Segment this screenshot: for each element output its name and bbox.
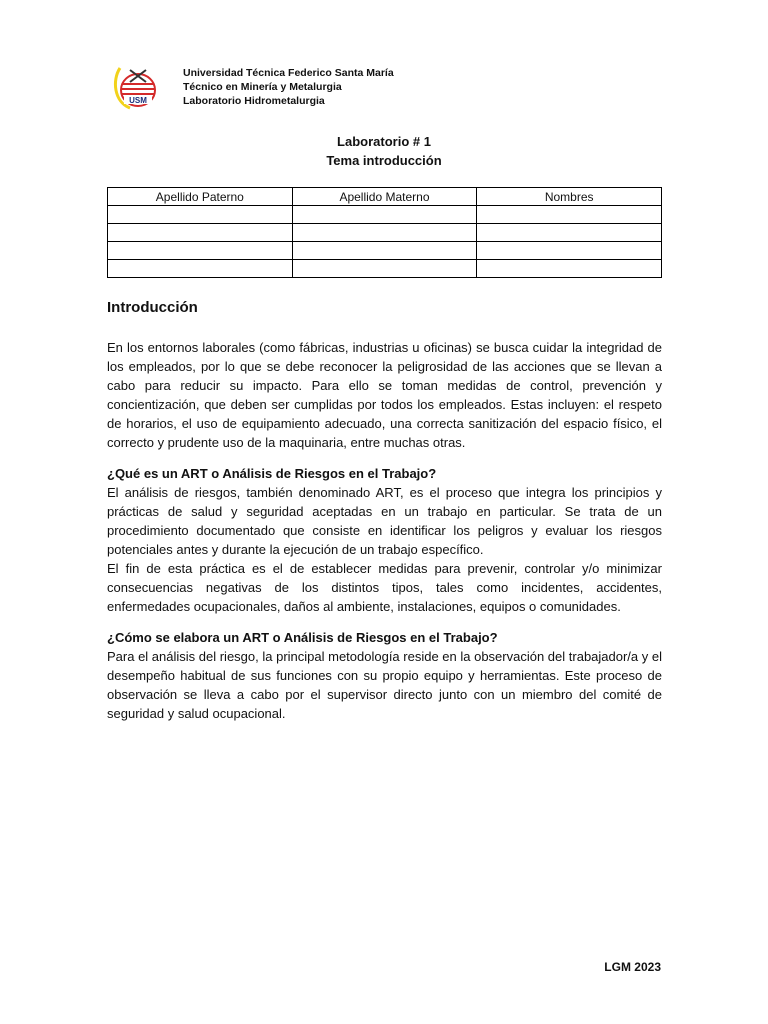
table-cell[interactable] [477,242,662,260]
table-cell[interactable] [477,206,662,224]
table-header-row [108,188,662,206]
footer-label: LGM 2023 [604,960,661,974]
header-apellido-materno: Apellido Materno [292,188,477,206]
header-nombres: Nombres [477,188,662,206]
document-header [183,66,394,108]
table-row [108,260,662,278]
header-apellido-paterno: Apellido Paterno [108,188,293,206]
table-cell[interactable] [292,260,477,278]
table-cell[interactable] [108,260,293,278]
section-how-art [107,628,662,723]
table-cell[interactable] [108,242,293,260]
institution-name: Universidad Técnica Federico Santa María [183,67,394,79]
intro-heading: Introducción [107,299,198,316]
question-what-is-art: ¿Qué es un ART o Análisis de Riesgos en el Trabajo? [107,466,437,481]
section-what-is-art [107,464,662,616]
logo-text: USM [129,96,147,105]
table-row [108,224,662,242]
lab-name: Laboratorio Hidrometalurgia [183,95,325,107]
title-line-2: Tema introducción [326,153,442,168]
paragraph-art-method: Para el análisis del riesgo, la principal metodología reside en la observación del trabajador/a y el desempeño habitual de sus funciones con su propio equipo y herramientas. Este proceso de observación se lleva a cabo por el supervisor directo junto con un miembro del comité de seguridad y salud ocupacional. [107,649,662,721]
table-cell[interactable] [477,224,662,242]
table-cell[interactable] [477,260,662,278]
table-cell[interactable] [292,242,477,260]
table-row [108,206,662,224]
table-cell[interactable] [292,224,477,242]
document-title [0,132,768,170]
table-cell[interactable] [108,224,293,242]
question-how-art: ¿Cómo se elabora un ART o Análisis de Riesgos en el Trabajo? [107,630,498,645]
table-cell[interactable] [108,206,293,224]
table-row [108,242,662,260]
paragraph-art-purpose: El fin de esta práctica es el de establecer medidas para prevenir, controlar y/o minimizar consecuencias negativas de los distintos tipos, tales como incidentes, accidentes, enfermedades ocupacionales, daños al ambiente, instalaciones, equipos o comunidades. [107,561,662,614]
university-logo [112,62,160,112]
title-line-1: Laboratorio # 1 [337,134,431,149]
paragraph-art-definition: El análisis de riesgos, también denominado ART, es el proceso que integra los principios y prácticas de salud y seguridad aceptadas en un trabajo en particular. Se trata de un procedimiento documentado que consiste en identificar los peligros y evaluar los riesgos potenciales antes y durante la ejecución de un trabajo específico. [107,485,662,557]
student-names-table [107,187,662,278]
intro-paragraph: En los entornos laborales (como fábricas, industrias u oficinas) se busca cuidar la integridad de los empleados, por lo que se debe reconocer la peligrosidad de las acciones que se llevan a cabo para reducir su impacto. Para ello se toman medidas de control, prevención y concientización, que deben ser cumplidas por todos los empleados. Estas incluyen: el respeto de horarios, el uso de equipamiento adecuado, una correcta sanitización del espacio físico, el correcto y prudente uso de la maquinaria, entre muchas otras. [107,340,662,450]
table-cell[interactable] [292,206,477,224]
program-name: Técnico en Minería y Metalurgia [183,81,342,93]
